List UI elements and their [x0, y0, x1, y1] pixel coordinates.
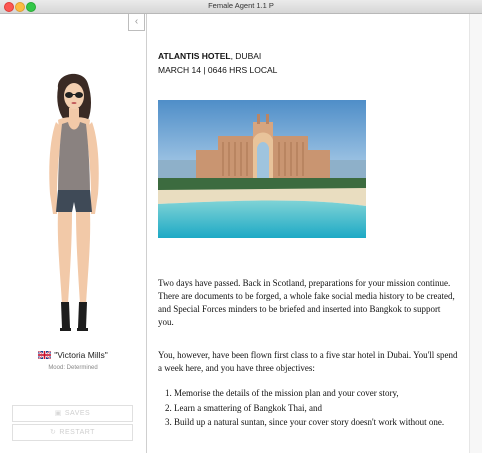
objectives-list [158, 387, 458, 431]
window-title: Female Agent 1.1 P [208, 1, 274, 10]
character-avatar [22, 66, 126, 336]
location-city: , DUBAI [230, 51, 262, 61]
atlantis-hotel-photo [158, 100, 366, 238]
location-heading [158, 51, 261, 61]
restart-icon: ↻ [50, 429, 57, 436]
objective-item: 2. Learn a smattering of Bangkok Thai, and [174, 402, 458, 415]
story-passage [147, 14, 469, 453]
datetime-line: MARCH 14 | 0646 HRS LOCAL [158, 65, 278, 75]
collapse-sidebar-button[interactable] [128, 14, 145, 31]
character-mood: Mood: Determined [48, 365, 98, 371]
saves-button[interactable] [12, 405, 133, 422]
uk-flag-icon [38, 351, 51, 359]
title-bar [0, 0, 482, 14]
objective-item: 1. Memorise the details of the mission plan and your cover story, [174, 387, 458, 400]
restart-label: RESTART [59, 429, 95, 436]
character-name-row [0, 350, 146, 360]
location-name: ATLANTIS HOTEL [158, 51, 231, 61]
character-name: "Victoria Mills" [54, 350, 108, 360]
character-sidebar [0, 14, 147, 453]
saves-label: SAVES [64, 410, 91, 417]
restart-button[interactable] [12, 424, 133, 441]
chevron-left-icon: ‹ [134, 16, 139, 27]
story-paragraph-1: Two days have passed. Back in Scotland, preparations for your mission continue. There are documents to be forged, a whole fake social media history to be created, and Special Forces minders to be briefed and inserted into Bangkok to support you. [158, 278, 455, 327]
story-paragraph-2: You, however, have been flown first class to a five star hotel in Dubai. You'll spend a week here, and you have three objectives: [158, 350, 458, 373]
vertical-scrollbar[interactable] [469, 14, 482, 453]
save-icon: ▣ [54, 410, 62, 417]
objective-item: 3. Build up a natural suntan, since your cover story doesn't work without one. [174, 416, 458, 429]
